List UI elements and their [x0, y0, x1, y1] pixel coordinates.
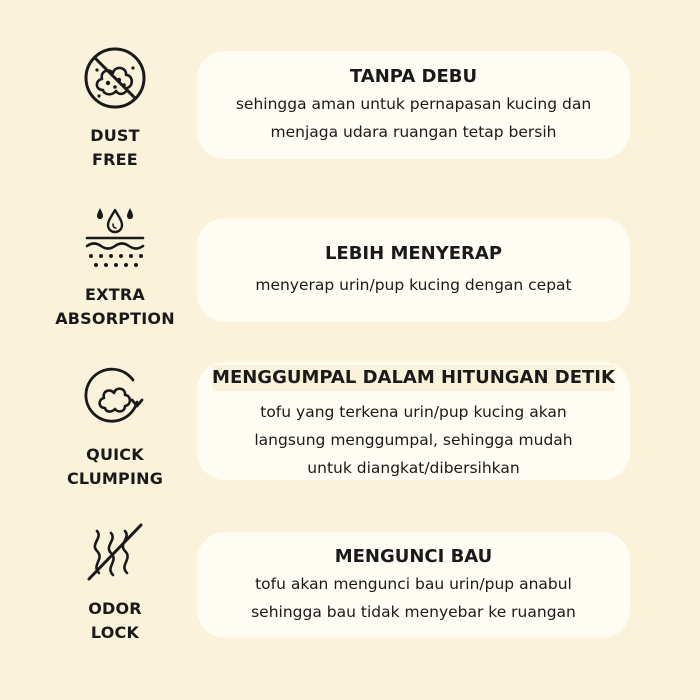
- feature-description: tofu akan mengunci bau urin/pup anabul sehingga bau tidak menyebar ke ruangan: [251, 575, 576, 621]
- feature-description: sehingga aman untuk pernapasan kucing dan menjaga udara ruangan tetap bersih: [235, 95, 592, 141]
- feature-icon-column: [40, 513, 190, 593]
- feature-icon-column: [40, 358, 190, 438]
- clumping-icon: [75, 358, 155, 438]
- feature-caption: DUST FREE: [90, 126, 140, 169]
- feature-title: MENGUNCI BAU: [334, 546, 493, 567]
- feature-card: [197, 218, 630, 322]
- feature-caption: ODOR LOCK: [88, 599, 142, 642]
- odor-lock-icon: [75, 513, 155, 593]
- feature-title: TANPA DEBU: [349, 66, 478, 87]
- absorption-icon: [75, 200, 155, 280]
- feature-description: tofu yang terkena urin/pup kucing akan langsung menggumpal, sehingga mudah untuk diangkat/dibersihkan: [254, 403, 573, 477]
- dust-free-icon: [75, 40, 155, 120]
- feature-card: [197, 51, 630, 159]
- feature-title: MENGGUMPAL DALAM HITUNGAN DETIK: [212, 365, 615, 391]
- feature-card: [197, 532, 630, 638]
- feature-caption: EXTRA ABSORPTION: [55, 285, 175, 328]
- feature-icon-column: [40, 200, 190, 280]
- feature-description: menyerap urin/pup kucing dengan cepat: [255, 276, 572, 294]
- feature-title: LEBIH MENYERAP: [324, 243, 503, 264]
- feature-card: [197, 362, 630, 480]
- feature-icon-column: [40, 40, 190, 120]
- feature-caption: QUICK CLUMPING: [66, 445, 164, 488]
